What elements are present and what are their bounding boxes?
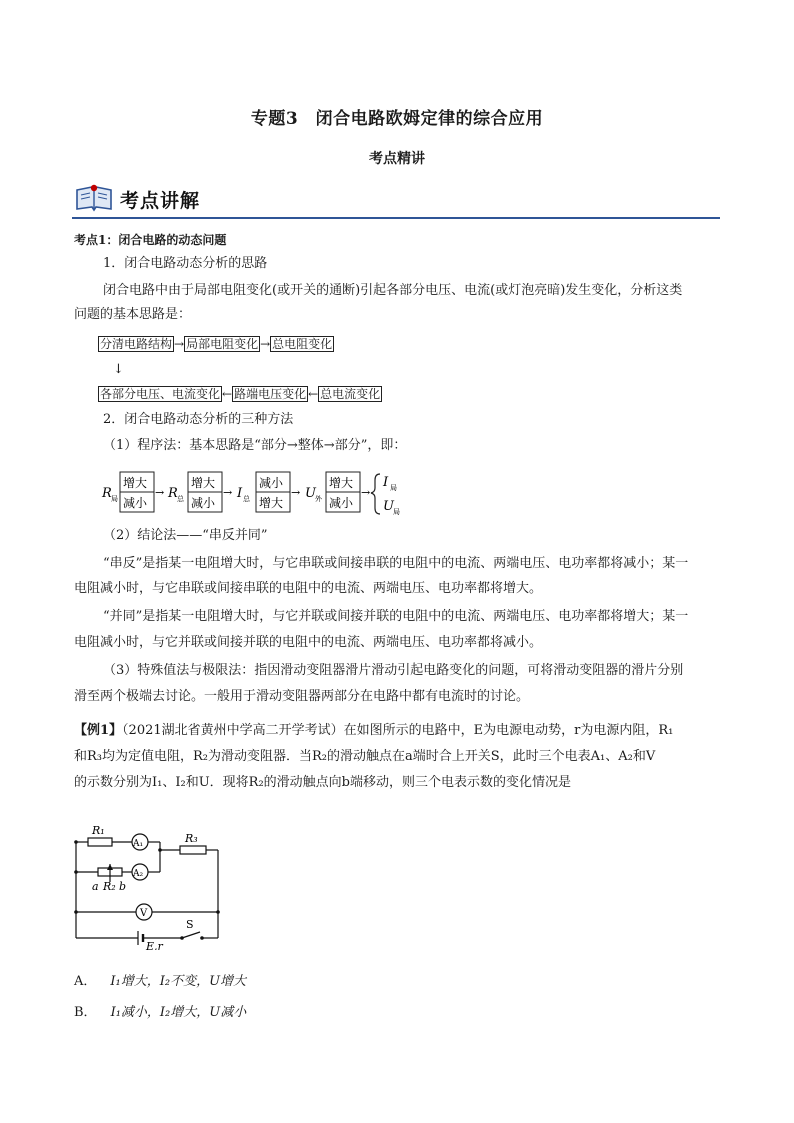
chain-r-total-sub: 总 [177,495,184,503]
label-a-end: a [92,880,99,893]
resistor-r1 [88,838,112,846]
option-b[interactable] [74,1003,246,1023]
section-2-heading: 2．闭合电路动态分析的三种方法 [103,412,294,427]
section-banner-title: 考点讲解 [120,190,201,212]
bingtong-line2: 电阻减小时，与它并联或间接并联的电阻中的电流、两端电压、电功率都将减小。 [74,635,543,650]
chain-u-out-sub: 外 [315,495,322,503]
flow-box-total-current: 总电流变化 [320,387,381,401]
flow-arrow-left: ← [308,387,319,401]
chain-out-u: U [383,499,394,514]
method-3-line1: （3）特殊值法与极限法：指因滑动变阻器滑片滑动引起电路变化的问题，可将滑动变阻器的滑片分别 [103,663,684,678]
example-text-line1: （2021湖北省黄州中学高二开学考试）在如图所示的电路中，E为电源电动势，r为电源内阻，R₁ [122,723,674,738]
analysis-flow-bottom [98,384,382,404]
option-b-text: I₁减小，I₂增大，U减小 [110,1005,247,1020]
chain-i-total-sub: 总 [243,495,250,503]
example-line2: 和R₃均为定值电阻，R₂为滑动变阻器．当R₂的滑动触点在a端时合上开关S，此时三个电表A₁、A₂和V [74,749,656,764]
circuit-diagram [70,820,230,950]
method-1-line: （1）程序法：基本思路是“部分→整体→部分”，即： [103,438,407,453]
section-1-paragraph-line1: 闭合电路中由于局部电阻变化(或开关的通断)引起各部分电压、电流(或灯泡亮暗)发生变化，分析这类 [103,283,683,298]
page-subtitle: 考点精讲 [369,151,425,167]
chain-arrow: → [291,486,301,499]
chain-arrow: → [361,486,371,499]
chain-out-u-sub: 局 [393,508,400,516]
label-r3: R₃ [185,832,198,845]
chuanfan-line2: 电阻减小时，与它串联或间接串联的电阻中的电流、两端电压、电功率都将增大。 [74,581,543,596]
bingtong-line1: “并同”是指某一电阻增大时，与它并联或间接并联的电阻中的电流、两端电压、电功率都将增大；某一 [103,609,689,624]
flow-box-terminal-voltage: 路端电压变化 [234,387,307,401]
label-a2: A₂ [133,869,144,879]
chain-r-local-sub: 局 [111,495,118,503]
flow-arrow-down: ↓ [113,362,124,377]
section-1-heading: 1．闭合电路动态分析的思路 [103,256,268,271]
method-2-line: （2）结论法——“串反并同” [103,528,268,543]
option-a-text: I₁增大，I₂不变，U增大 [110,974,247,989]
label-b-end: b [119,880,127,893]
label-s: S [186,918,194,931]
chain-box-d-bottom: 减小 [329,496,354,510]
chain-i-total: I [237,486,243,501]
chain-out-i-sub: 局 [390,484,397,492]
switch-s [182,932,200,938]
chain-r-total: R [168,486,178,501]
example-tag: 【例1】 [74,723,123,738]
flow-arrow-left: ← [222,387,233,401]
chain-box-a-bottom: 减小 [123,496,148,510]
method-3-line2: 滑至两个极端去讨论。一般用于滑动变阻器两部分在电路中都有电流时的讨论。 [74,689,530,704]
label-r2: R₂ [103,880,116,893]
chain-box-c-bottom: 增大 [259,496,284,510]
label-er: E,r [146,940,163,950]
flow-box-parts-change: 各部分电压、电流变化 [100,387,221,401]
chain-box-b-top: 增大 [191,476,216,490]
chain-arrow: → [223,486,233,499]
flow-arrow-right: → [174,337,185,351]
banner-divider [72,217,720,219]
chain-box-a-top: 增大 [123,476,148,490]
chain-box-d-top: 增大 [329,476,354,490]
chain-box-b-bottom: 减小 [191,496,216,510]
analysis-flow-top [98,334,334,354]
flow-box-structure: 分清电路结构 [100,337,173,351]
label-a1: A₁ [133,839,144,849]
option-a[interactable] [74,972,246,992]
option-b-letter: B． [74,1005,97,1020]
chuanfan-line1: “串反”是指某一电阻增大时，与它串联或间接串联的电阻中的电流、两端电压、电功率都将减小；某一 [103,556,689,571]
flow-box-total-resistance: 总电阻变化 [272,337,333,351]
chain-box-c-top: 减小 [259,476,284,490]
section-1-paragraph-line2: 问题的基本思路是： [74,307,192,322]
chain-r-local: R [102,486,112,501]
program-method-chain [96,466,416,522]
chain-u-out: U [305,486,316,501]
resistor-r3 [180,846,206,854]
page-title: 专题3 闭合电路欧姆定律的综合应用 [250,109,544,129]
keypoint-heading: 考点1：闭合电路的动态问题 [74,233,227,247]
label-v: V [140,908,148,919]
label-r1: R₁ [92,824,105,837]
flow-arrow-right: → [260,337,271,351]
flow-box-local-resistance: 局部电阻变化 [186,337,259,351]
option-a-letter: A． [74,974,97,989]
example-line3: 的示数分别为I₁、I₂和U．现将R₂的滑动触点向b端移动，则三个电表示数的变化情况是 [74,775,571,790]
example-line1 [74,721,673,741]
chain-arrow: → [155,486,165,499]
book-icon [74,182,114,214]
chain-out-i: I [383,475,389,490]
